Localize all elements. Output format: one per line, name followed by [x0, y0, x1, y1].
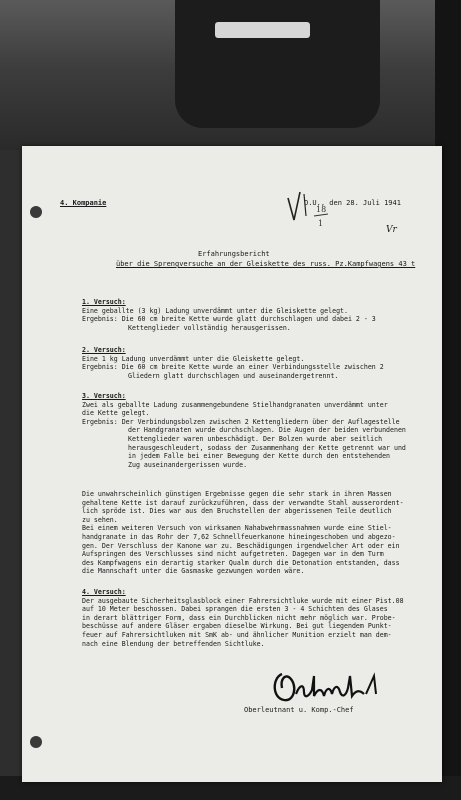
text-line: Ergebnis: Der Verbindungsbolzen zwischen 2 Kettengliedern über der Auflagestelle [82, 417, 400, 426]
text-line: lich spröde ist. Dies war aus den Bruchstellen der abgerissenen Teile deutlich [82, 507, 392, 516]
marginal-note: Vr [386, 225, 397, 235]
text-line: Ergebnis: Die 60 cm breite Kette wurde glatt durchschlagen und dabei 2 - 3 [82, 315, 376, 324]
text-line: Bei einem weiteren Versuch von wirksamen Nahabwehrmassnahmen wurde eine Stiel- [82, 524, 392, 533]
text-line: die Mannschaft unter die Gasmaske gezwungen worden wäre. [82, 567, 305, 576]
text-line: die Kette gelegt. [82, 409, 150, 418]
handwritten-marks [280, 186, 410, 246]
svg-text:1: 1 [318, 219, 324, 228]
text-line: in derart blättriger Form, dass ein Durchblicken nicht mehr möglich war. Probe- [82, 613, 396, 622]
company-heading: 4. Kompanie [60, 199, 107, 207]
text-line: Eine 1 kg Ladung unverdämmt unter die Gleiskette gelegt. [82, 354, 305, 363]
text-line: beschüsse auf andere Gläser ergaben dieselbe Wirkung. Bei gut liegendem Punkt- [82, 622, 392, 631]
text-line: Kettenglieder vollständig herausgerissen. [128, 323, 291, 332]
binder-clip [175, 0, 380, 128]
document-page [22, 146, 442, 782]
report-subtitle: über die Sprengversuche an der Gleiskette des russ. Pz.Kampfwagens 43 t [116, 260, 416, 268]
text-line: der Handgranaten wurde durchschlagen. Die Augen der beiden verbundenen [128, 426, 406, 435]
text-line: gehaltene Kette ist darauf zurückzuführen, dass der verwandte Stahl ausserordent- [82, 498, 404, 507]
section-versuch-1 [82, 298, 434, 332]
text-line: herausgeschleudert, sodass der Zusammenhang der Kette getrennt war und [128, 443, 406, 452]
section-heading: 1. Versuch: [82, 298, 126, 306]
summary-text [82, 490, 434, 576]
text-line: zu sehen. [82, 515, 118, 524]
text-line: Kettenglieder waren unbeschädigt. Der Bolzen wurde aber seitlich [128, 434, 383, 443]
section-versuch-4 [82, 588, 434, 648]
text-line: Aufspringen des Verschlusses sind nicht aufgetreten. Dagegen war in dem Turm [82, 550, 384, 559]
section-heading: 4. Versuch: [82, 588, 126, 596]
signature-rank: Oberleutnant u. Komp.-Chef [244, 706, 354, 714]
text-line: Der ausgebaute Sicherheitsglasblock einer Fahrersichtluke wurde mit einer Pist.08 [82, 596, 404, 605]
text-line: Gliedern glatt durchschlagen und auseinandergetrennt. [128, 371, 339, 380]
punch-hole [30, 206, 42, 218]
text-line: feuer auf Fahrersichtluken mit SmK ab- und ähnlicher Munition erzielt man dem- [82, 630, 392, 639]
text-line: nach eine Blendung der betreffenden Sichtluke. [82, 639, 265, 648]
text-line: Ergebnis: Die 60 cm breite Kette wurde an einer Verbindungsstelle zwischen 2 [82, 363, 384, 372]
report-title: Erfahrungsbericht [198, 250, 270, 258]
text-line: Die unwahrscheinlich günstigen Ergebnisse gegen die sehr stark in ihren Massen [82, 490, 392, 498]
text-line: Eine geballte (3 kg) Ladung unverdämmt unter die Gleiskette gelegt. [82, 306, 348, 315]
place-date: O.U., den 28. Juli 1941 [304, 199, 401, 207]
binder-label-strip [215, 22, 310, 38]
section-heading: 3. Versuch: [82, 392, 126, 400]
text-line: in jedem Falle bei einer Bewegung der Kette durch den entstehenden [128, 452, 391, 461]
text-line: gen. Der Verschluss der Kanone war zu. Beschädigungen irgendwelcher Art oder ein [82, 541, 400, 550]
section-versuch-3 [82, 392, 434, 469]
svg-text:18: 18 [316, 205, 327, 214]
text-line: des Kampfwagens ein derartig starker Qualm durch die Detonation entstanden, dass [82, 558, 400, 567]
text-line: Zwei als geballte Ladung zusammengebundene Stielhandgranaten unverdämmt unter [82, 400, 388, 409]
section-heading: 2. Versuch: [82, 346, 126, 354]
punch-hole [30, 736, 42, 748]
section-versuch-2 [82, 346, 434, 380]
text-line: Zug auseinandergerissen wurde. [128, 460, 248, 469]
text-line: handgranate in das Rohr der 7,62 Schnellfeuerkanone hineingeschoben und abgezo- [82, 532, 396, 541]
text-line: auf 10 Meter beschossen. Dabei sprangen die ersten 3 - 4 Schichten des Glases [82, 605, 388, 614]
